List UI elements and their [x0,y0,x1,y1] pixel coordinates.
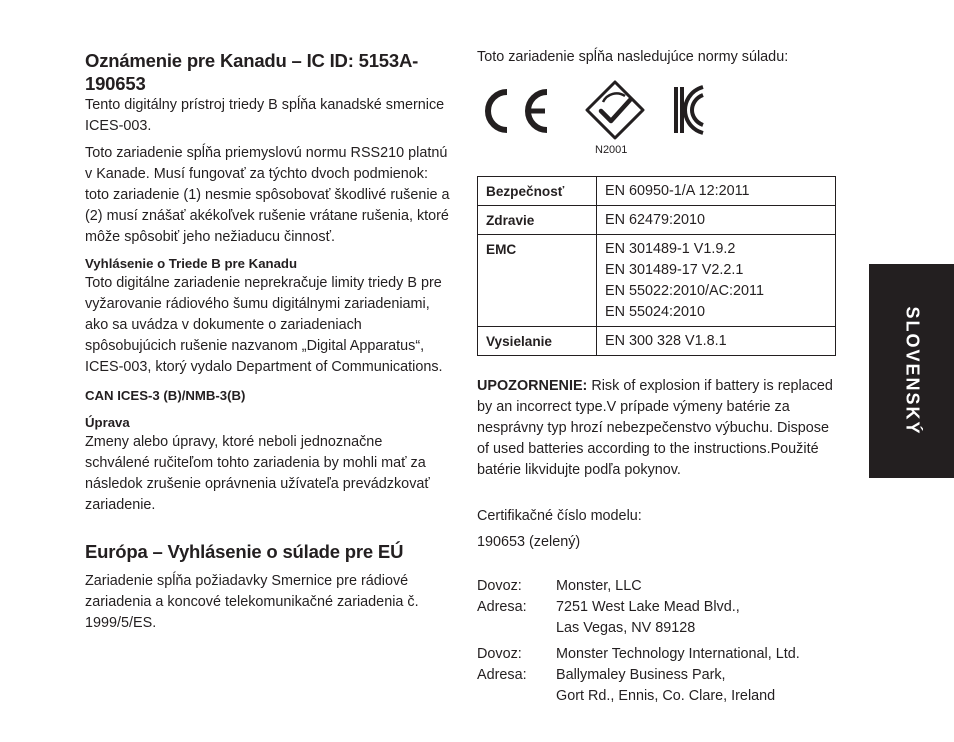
importer-line-label [477,618,556,639]
norm-category: Vysielanie [478,327,597,356]
norm-category: Bezpečnosť [478,177,597,206]
norms-table [477,176,836,356]
importer-line [477,597,839,618]
norm-category: EMC [478,235,597,327]
norm-standard: EN 60950-1/A 12:2011 [597,177,836,206]
importer-line-value: 7251 West Lake Mead Blvd., [556,599,740,615]
importer-line [477,618,839,639]
cert-label: Certifikačné číslo modelu: [477,508,642,524]
importer-line-label [477,686,556,707]
eu-heading: Európa – Vyhlásenie o súlade pre EÚ [85,541,404,562]
kc-mark-icon [669,81,707,139]
left-column [85,49,450,634]
cert-value: 190653 (zelený) [477,534,581,550]
canada-paragraph-2: Toto zariadenie spĺňa priemyslovú normu RSS210 platnú v Kanade. Musí fungovať za týchto dvoch podmienok: toto zariadenie (1) nesmie spôsobovať škodlivé rušenie a (2) musí znášať akékoľvek rušenie vrátane rušenia, ktoré môže spôsobiť jeho nežiaducu činnosť. [85,145,450,245]
certification-logos [477,86,839,156]
eu-paragraph: Zariadenie spĺňa požiadavky Smernice pre rádiové zariadenia a koncové telekomunikačné zariadenia č. 1999/5/ES. [85,573,419,631]
importer-line [477,576,839,597]
rcm-caption: N2001 [595,144,628,156]
importer-line-value: Ballymaley Business Park, [556,667,726,683]
rcm-mark-icon [583,78,647,140]
norm-standard: EN 301489-1 V1.9.2 EN 301489-17 V2.2.1 EN 55022:2010/AC:2011 EN 55024:2010 [597,235,836,327]
norms-row [478,327,836,356]
importer-line-label: Dovoz: [477,578,522,594]
class-b-heading: Vyhlásenie o Triede B pre Kanadu [85,256,298,271]
norms-row [478,235,836,327]
warning-text: Risk of explosion if battery is replaced by an incorrect type.V prípade výmeny batérie za nesprávny typ hrozí nebezpečenstvo výbuchu. Dispose of used batteries according to the instructions.Použité batérie likvidujte podľa pokynov. [477,378,833,478]
uprava-paragraph: Zmeny alebo úpravy, ktoré neboli jednoznačne schválené ručiteľom tohto zariadenia by mohli mať za následok zrušenie oprávnenia užívateľa prevádzkovať zariadenie. [85,434,430,513]
ce-mark-icon [477,86,551,134]
importer-block [477,644,839,707]
norm-standard: EN 62479:2010 [597,206,836,235]
importer-line-value: Monster, LLC [556,578,642,594]
norms-row [478,177,836,206]
importer-line [477,686,839,707]
canada-paragraph-1: Tento digitálny prístroj triedy B spĺňa kanadské smernice ICES-003. [85,97,445,134]
language-tab-label: SLOVENSKÝ [902,306,922,436]
norm-category: Zdravie [478,206,597,235]
right-column [477,47,839,707]
uprava-heading: Úprava [85,415,130,430]
importer-line-value: Monster Technology International, Ltd. [556,646,800,662]
importer-line [477,665,839,686]
class-b-paragraph: Toto digitálne zariadenie neprekračuje limity triedy B pre vyžarovanie rádiového šumu digitálnymi zariadeniami, ako sa uvádza v dokumente o zariadeniach spôsobujúcich rušenie nazvanom „Digital Apparatus“, ICES-003, ktorý vydalo Department of Communications. [85,275,443,375]
language-tab [869,264,954,478]
norms-row [478,206,836,235]
importer-line-label: Dovoz: [477,646,522,662]
warning-label: UPOZORNENIE: [477,378,588,394]
importer-block [477,576,839,639]
can-ices-label: CAN ICES-3 (B)/NMB-3(B) [85,388,246,403]
importer-line-label: Adresa: [477,599,527,615]
importer-line-value: Las Vegas, NV 89128 [556,620,696,636]
canada-heading: Oznámenie pre Kanadu – IC ID: 5153A-190653 [85,50,419,94]
importer-line [477,644,839,665]
importer-line-label: Adresa: [477,667,527,683]
importers [477,576,839,707]
importer-line-value: Gort Rd., Ennis, Co. Clare, Ireland [556,688,776,704]
compliance-intro: Toto zariadenie spĺňa nasledujúce normy súladu: [477,49,789,65]
warning-paragraph [477,376,839,481]
norm-standard: EN 300 328 V1.8.1 [597,327,836,356]
